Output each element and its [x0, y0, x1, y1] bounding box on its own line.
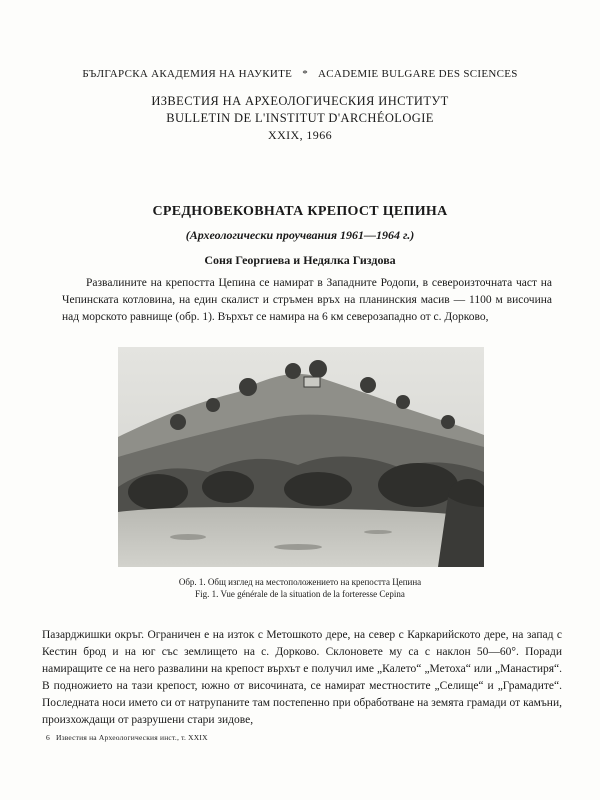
article-subtitle: (Археологически проучвания 1961—1964 г.) — [185, 228, 415, 242]
figure-caption-bg: Обр. 1. Общ изглед на местоположението на крепостта Цепина — [178, 577, 422, 587]
journal-title-fr: BULLETIN DE L'INSTITUT D'ARCHÉOLOGIE — [166, 111, 434, 125]
article-title: СРЕДНОВЕКОВНАТА КРЕПОСТ ЦЕПИНА — [152, 204, 448, 219]
running-footer-text: Известия на Археологическия инст., т. XXIX — [55, 733, 208, 742]
figure-photo — [118, 347, 484, 567]
academy-bg: БЪЛГАРСКА АКАДЕМИЯ НА НАУКИТЕ — [82, 68, 293, 80]
journal-volume: XXIX, 1966 — [268, 128, 332, 142]
academy-fr: ACADEMIE BULGARE DES SCIENCES — [318, 68, 518, 80]
paragraph-1 — [62, 275, 552, 326]
page-footer — [46, 733, 208, 742]
paragraph-1-text: Развалините на крепостта Цепина се намират в Западните Родопи, в североизточната част на Чепинската котловина, на един скалист и стръмен връх на планинския масив — 1100 м височина над морското равнище (обр. 1). Върхът се намира на 6 км северозападно от с. Дорково, — [62, 277, 552, 323]
figure-caption-fr: Fig. 1. Vue générale de la situation de la forteresse Cepina — [195, 589, 405, 599]
paragraph-2: Пазарджишки окръг. Ограничен е на изток с Метошкото дере, на север с Каркарийското дере, на запад с Кестин брод и на юг със землището на с. Дорково. Склоновете му са с наклон 50—60°. Поради намиращите се на него развалини на крепост върхът е получил име „Калето“ „Метоха“ или „Манастиря“. В подножието на тази крепост, южно от височината, се намират местностите „Селище“ и „Грамадите“. Последната носи името си от натрупаните там постепенно при обработване на земята грамади от камъни, произхождащи от разрушени стари зидове, — [42, 629, 562, 726]
academy-line — [0, 68, 600, 80]
journal-title-bg: ИЗВЕСТИЯ НА АРХЕОЛОГИЧЕСКИЯ ИНСТИТУТ — [151, 94, 449, 108]
page-number: 6 — [46, 733, 50, 742]
header-separator: * — [302, 68, 308, 80]
article-authors: Соня Георгиева и Недялка Гиздова — [204, 253, 396, 267]
